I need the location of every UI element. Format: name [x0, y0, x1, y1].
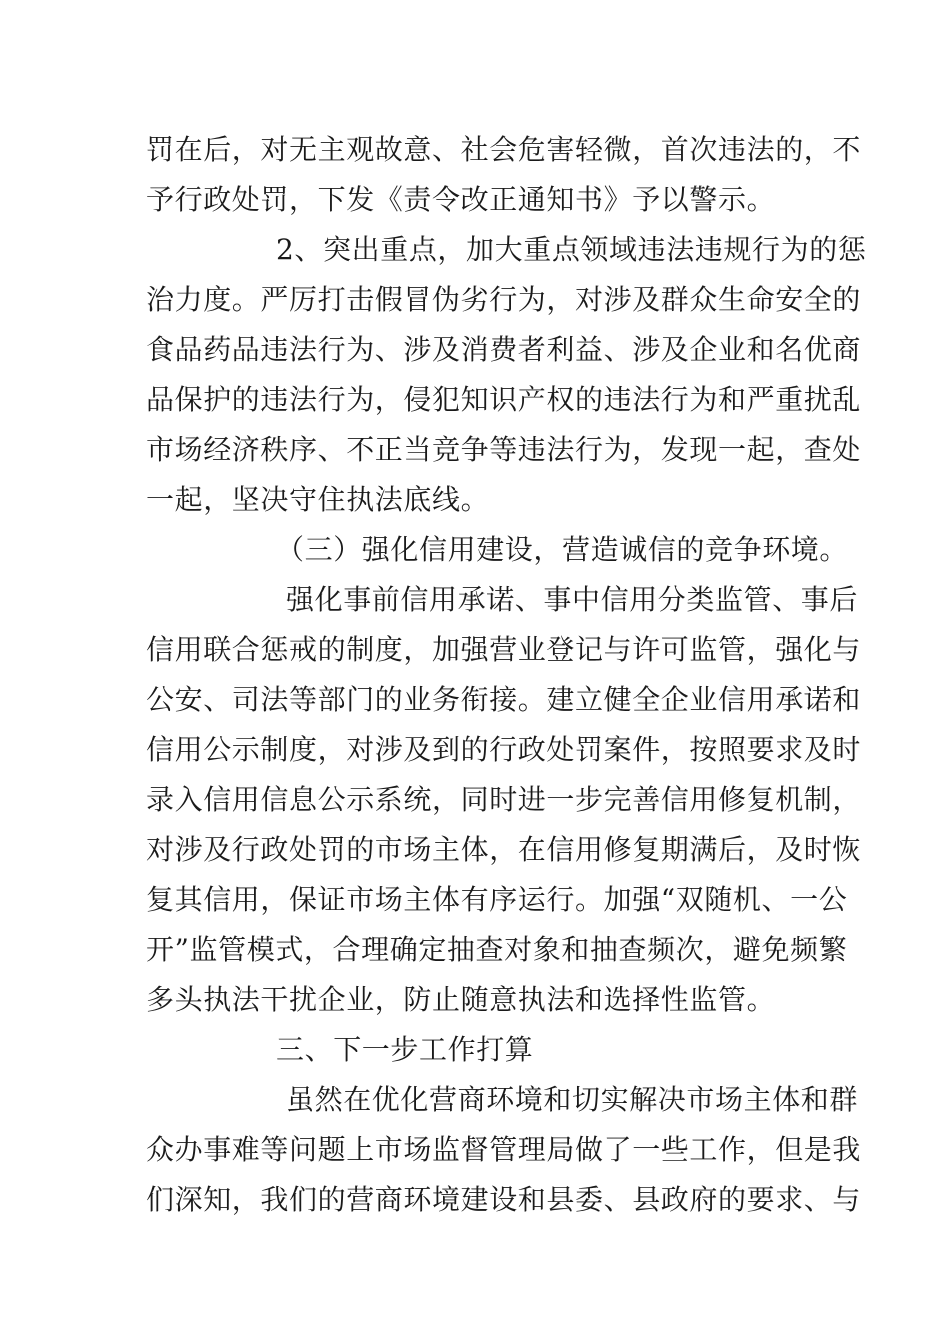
text-line: 品保护的违法行为，侵犯知识产权的违法行为和严重扰乱	[146, 383, 862, 416]
text-line: 强化事前信用承诺、事中信用分类监管、事后	[286, 583, 859, 616]
text-line: 治力度。严厉打击假冒伪劣行为，对涉及群众生命安全的	[146, 283, 862, 316]
section-heading: 三、下一步工作打算	[276, 1033, 534, 1066]
text-line: 开”监管模式，合理确定抽查对象和抽查频次，避免频繁	[146, 933, 848, 966]
text-line: 对涉及行政处罚的市场主体，在信用修复期满后，及时恢	[146, 833, 862, 866]
text-line: 予行政处罚，下发《责令改正通知书》予以警示。	[146, 183, 776, 216]
text-line: 罚在后，对无主观故意、社会危害轻微，首次违法的，不	[146, 133, 862, 166]
text-line: 2、突出重点，加大重点领域违法违规行为的惩	[276, 233, 867, 266]
text-line: 们深知，我们的营商环境建设和县委、县政府的要求、与	[146, 1183, 862, 1216]
text-line: 市场经济秩序、不正当竞争等违法行为，发现一起，查处	[146, 433, 862, 466]
text-line: 录入信用信息公示系统，同时进一步完善信用修复机制，	[146, 783, 862, 816]
text-line: 一起，坚决守住执法底线。	[146, 483, 490, 516]
text-line: 虽然在优化营商环境和切实解决市场主体和群	[286, 1083, 859, 1116]
section-heading: （三）强化信用建设，营造诚信的竞争环境。	[276, 533, 849, 566]
text-line: 多头执法干扰企业，防止随意执法和选择性监管。	[146, 983, 776, 1016]
text-line: 复其信用，保证市场主体有序运行。加强“双随机、一公	[146, 883, 848, 916]
text-line: 公安、司法等部门的业务衔接。建立健全企业信用承诺和	[146, 683, 862, 716]
text-line: 食品药品违法行为、涉及消费者利益、涉及企业和名优商	[146, 333, 862, 366]
text-line: 信用公示制度，对涉及到的行政处罚案件，按照要求及时	[146, 733, 862, 766]
text-line: 众办事难等问题上市场监督管理局做了一些工作，但是我	[146, 1133, 862, 1166]
text-line: 信用联合惩戒的制度，加强营业登记与许可监管，强化与	[146, 633, 862, 666]
